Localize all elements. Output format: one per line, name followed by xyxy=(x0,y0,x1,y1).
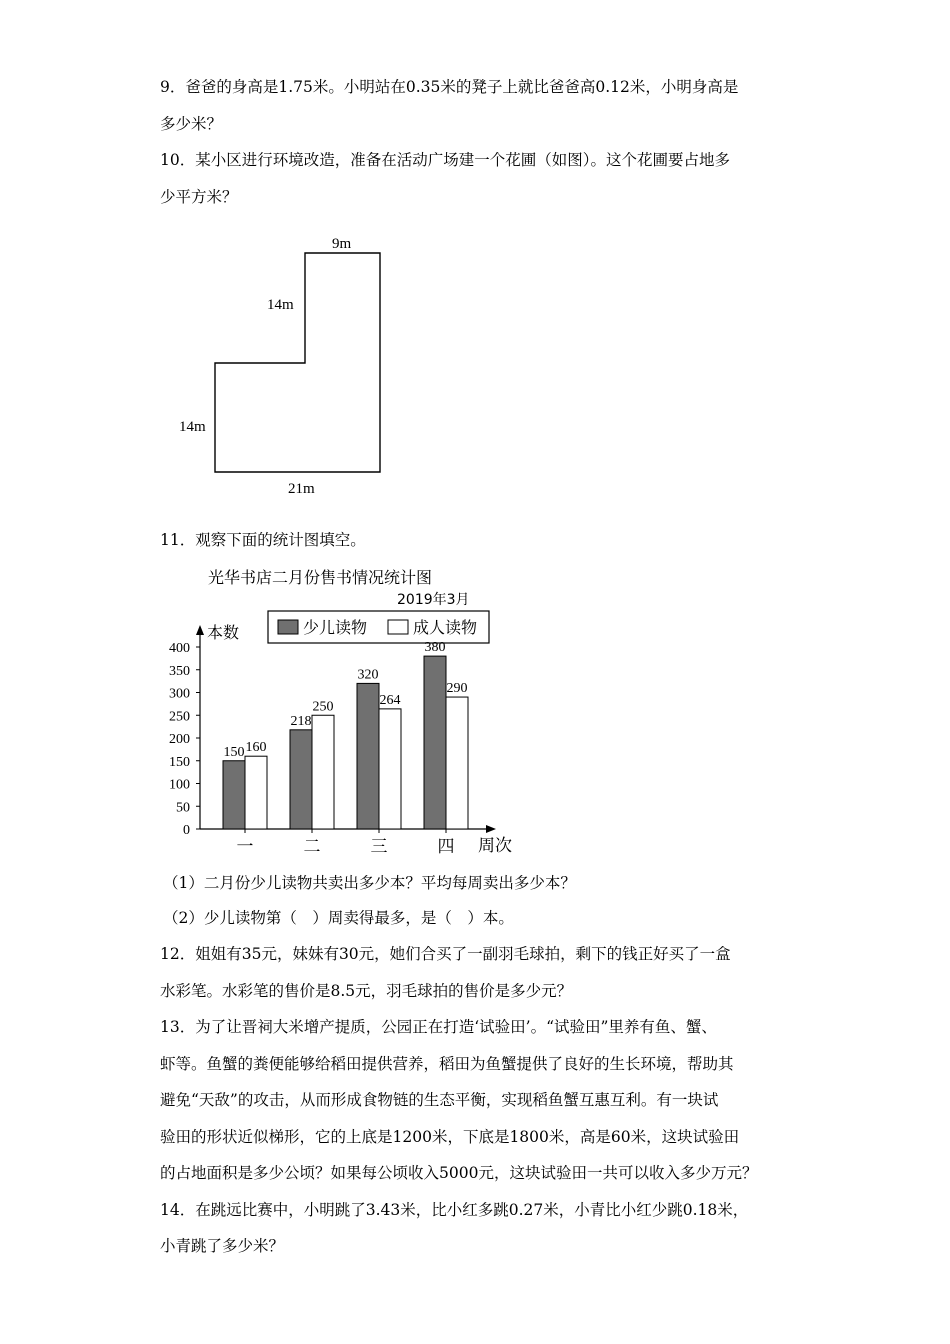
label-upper-height: 14m xyxy=(267,297,294,313)
q12-line1: 12．姐姐有35元，妹妹有30元，她们合买了一副羽毛球拍，剩下的钱正好买了一盒 xyxy=(160,945,731,963)
y-tick-label: 250 xyxy=(169,709,190,725)
q12-line2: 水彩笔。水彩笔的售价是8.5元，羽毛球拍的售价是多少元？ xyxy=(160,982,573,1000)
x-tick-label: 三 xyxy=(370,837,388,856)
garden-figure xyxy=(160,228,420,503)
data-label: 250 xyxy=(312,699,334,715)
chart-ylabel: 本数 xyxy=(207,623,240,642)
label-top-width: 9m xyxy=(332,236,352,252)
y-tick-label: 300 xyxy=(169,686,190,702)
chart-subtitle: 2019年3月 xyxy=(397,592,470,608)
chart-title: 光华书店二月份售书情况统计图 xyxy=(208,568,433,587)
garden-outline xyxy=(215,253,380,472)
data-label: 160 xyxy=(245,740,267,756)
legend-swatch-children xyxy=(278,620,298,634)
q10-line1: 10．某小区进行环境改造，准备在活动广场建一个花圃（如图）。这个花圃要占地多 xyxy=(160,151,730,169)
bar-chart xyxy=(150,560,520,865)
y-axis-arrow xyxy=(196,625,204,635)
x-tick-label: 四 xyxy=(437,837,455,856)
bar-adult xyxy=(379,709,401,829)
data-label: 150 xyxy=(223,744,245,760)
y-tick-label: 200 xyxy=(169,732,190,747)
q11-sub1: （1）二月份少儿读物共卖出多少本？平均每周卖出多少本？ xyxy=(163,874,576,892)
data-label: 320 xyxy=(357,667,379,683)
q11-sub2: （2）少儿读物第（ ）周卖得最多，是（ ）本。 xyxy=(163,909,514,927)
legend-label-children: 少儿读物 xyxy=(303,618,368,637)
q13-line4: 验田的形状近似梯形，它的上底是1200米，下底是1800米，高是60米，这块试验田 xyxy=(160,1128,740,1146)
q11-line1: 11．观察下面的统计图填空。 xyxy=(160,531,366,549)
legend-label-adult: 成人读物 xyxy=(413,618,478,637)
data-label: 218 xyxy=(290,713,312,729)
y-tick-label: 150 xyxy=(169,754,190,770)
bar-children xyxy=(223,761,245,829)
q13-line3: 避免“天敌”的攻击，从而形成食物链的生态平衡，实现稻鱼蟹互惠互利。有一块试 xyxy=(160,1091,719,1109)
x-tick-label: 二 xyxy=(303,837,321,856)
y-tick-label: 0 xyxy=(183,823,190,838)
x-tick-label: 一 xyxy=(236,837,254,856)
q13-line2: 虾等。鱼蟹的粪便能够给稻田提供营养，稻田为鱼蟹提供了良好的生长环境，帮助其 xyxy=(160,1055,734,1073)
legend-swatch-adult xyxy=(388,620,408,634)
bar-adult xyxy=(245,756,267,829)
bar-children xyxy=(424,656,446,829)
data-label: 290 xyxy=(446,681,468,697)
q10-line2: 少平方米？ xyxy=(160,188,238,206)
bar-adult xyxy=(312,715,334,829)
y-tick-label: 400 xyxy=(169,641,190,656)
chart-xlabel: 周次 xyxy=(478,836,512,856)
y-tick-label: 100 xyxy=(169,777,190,793)
q13-line1: 13．为了让晋祠大米增产提质，公园正在打造‘试验田’。“试验田”里养有鱼、蟹、 xyxy=(160,1018,717,1036)
label-bottom-width: 21m xyxy=(288,481,315,497)
data-label: 380 xyxy=(424,640,446,656)
y-tick-label: 350 xyxy=(169,663,190,679)
q9-line2: 多少米？ xyxy=(160,115,223,133)
q14-line1: 14．在跳远比赛中，小明跳了3.43米，比小红多跳0.27米，小青比小红少跳0.18米， xyxy=(160,1201,749,1219)
q14-line2: 小青跳了多少米？ xyxy=(160,1237,285,1255)
q13-line5: 的占地面积是多少公顷？如果每公顷收入5000元，这块试验田一共可以收入多少万元？ xyxy=(160,1164,758,1182)
bar-children xyxy=(357,683,379,829)
x-axis-arrow xyxy=(486,825,496,833)
label-lower-height: 14m xyxy=(179,419,206,435)
bar-children xyxy=(290,730,312,829)
y-tick-label: 50 xyxy=(176,800,190,816)
data-label: 264 xyxy=(379,692,401,708)
bar-adult xyxy=(446,697,468,829)
q9-line1: 9．爸爸的身高是1.75米。小明站在0.35米的凳子上就比爸爸高0.12米，小明身高是 xyxy=(160,78,739,96)
